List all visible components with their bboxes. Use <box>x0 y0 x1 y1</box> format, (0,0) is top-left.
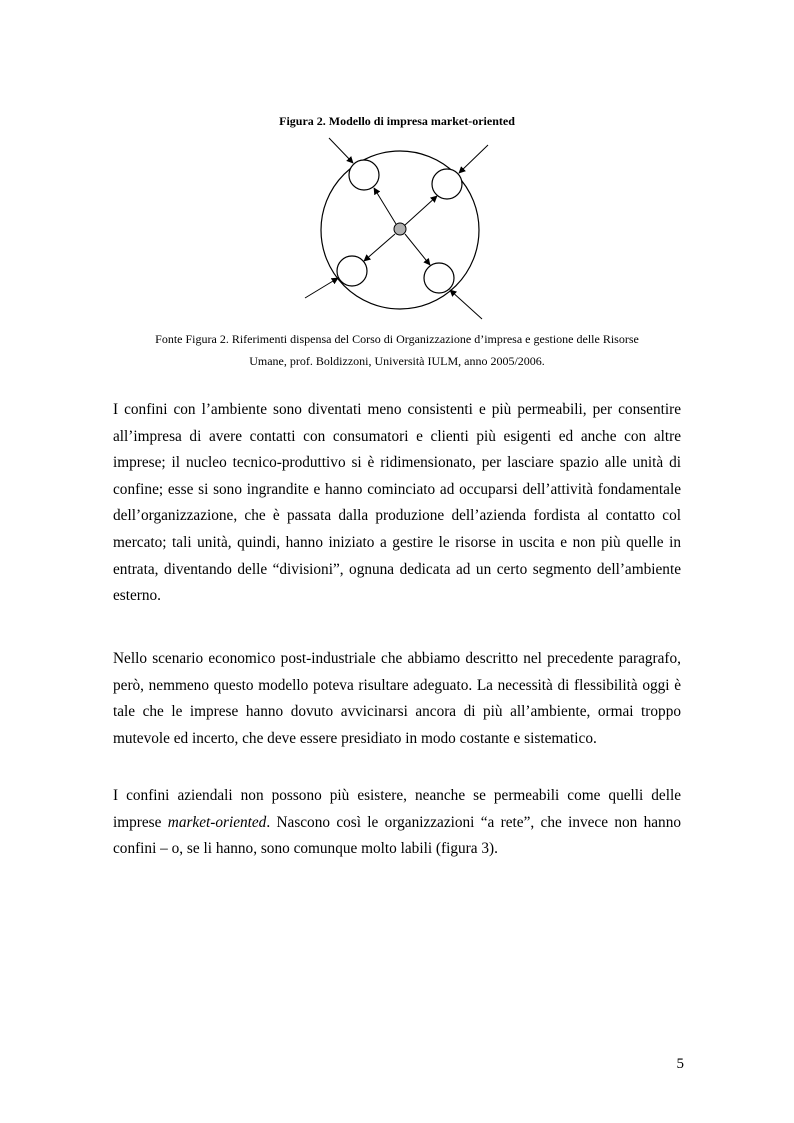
environment-arrow-bottom-left <box>305 278 338 298</box>
paragraph-1-text: I confini con l’ambiente sono diventati meno consistenti e più permeabili, per consentire all’impresa di avere contatti con consumatori e clienti più esigenti ed anche con altre imprese; il nucleo tecnico-produttivo si è ridimensionato, per lasciare spazio alle unità di confine; esse si sono ingrandite e hanno cominciato ad occuparsi dell’attività fondamentale dell’organizzazione, che è passata dalla produzione dell’azienda fordista al contatto col mercato; tali unità, quindi, hanno iniziato a gestire le risorse in uscita e non più quelle in entrata, diventando delle “divisioni”, ognuna dedicata ad un certo segmento dell’ambiente esterno. <box>113 401 681 605</box>
unit-circle-top-left <box>349 160 379 190</box>
paragraph-3 <box>113 783 681 863</box>
core-node <box>394 223 406 235</box>
core-to-bottom-left-arrow <box>364 234 395 261</box>
paragraph-3-part-1: I confini aziendali non possono più esistere, neanche se permeabili come quelli delle imprese <box>113 787 681 831</box>
core-to-top-right-arrow <box>405 196 437 225</box>
paragraph-3-part-2: . Nascono così le organizzazioni “a rete”, che invece non hanno confini – o, se li hanno, sono comunque molto labili (figura 3). <box>113 813 681 858</box>
market-oriented-diagram <box>0 0 794 330</box>
unit-circle-bottom-right <box>424 263 454 293</box>
figure-caption <box>100 328 694 372</box>
unit-circle-bottom-left <box>337 256 367 286</box>
environment-arrow-top-left <box>329 138 353 163</box>
paragraph-2 <box>113 646 681 752</box>
paragraph-3-text <box>113 783 681 863</box>
figure-title: Figura 2. Modello di impresa market-oriented <box>279 114 515 128</box>
unit-circle-top-right <box>432 169 462 199</box>
paragraph-2-text: Nello scenario economico post-industriale che abbiamo descritto nel precedente paragrafo, però, nemmeno questo modello poteva risultare adeguato. La necessità di flessibilità oggi è tale che le imprese hanno dovuto avvicinarsi ancora di più all’ambiente, ormai troppo mutevole ed incerto, che deve essere presidiato in modo costante e sistematico. <box>113 650 681 747</box>
caption-line-2: Umane, prof. Boldizzoni, Università IULM, anno 2005/2006. <box>249 354 545 368</box>
page-number: 5 <box>676 1056 684 1072</box>
core-to-bottom-right-arrow <box>405 234 430 265</box>
environment-arrow-bottom-right <box>450 290 482 319</box>
paragraph-3-italic: market-oriented <box>167 813 267 831</box>
caption-line-1: Fonte Figura 2. Riferimenti dispensa del Corso di Organizzazione d’impresa e gestione delle Risorse <box>155 332 639 346</box>
paragraph-1 <box>113 397 681 610</box>
environment-arrow-top-right <box>459 145 488 173</box>
core-to-top-left-arrow <box>374 188 396 224</box>
